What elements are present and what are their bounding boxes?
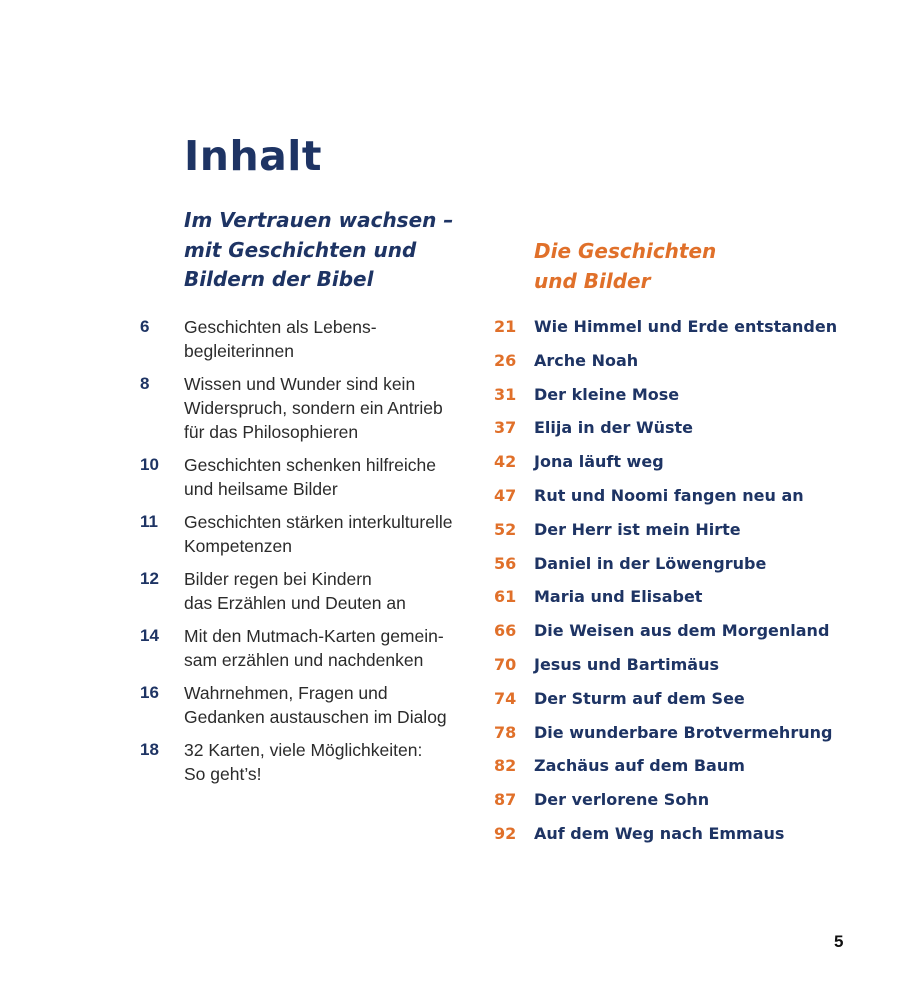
story-title: Auf dem Weg nach Emmaus xyxy=(534,823,785,843)
toc-page-number: 10 xyxy=(140,455,159,474)
toc-entry[interactable] xyxy=(140,681,480,729)
story-entry[interactable] xyxy=(490,788,870,822)
toc-entry-line: So geht’s! xyxy=(184,764,262,784)
story-entry[interactable] xyxy=(490,822,870,856)
story-title: Wie Himmel und Erde entstanden xyxy=(534,317,838,336)
story-title: Die Weisen aus dem Morgenland xyxy=(534,621,830,641)
story-entry[interactable] xyxy=(490,754,870,788)
story-page-number: 66 xyxy=(494,621,517,641)
toc-entry[interactable] xyxy=(140,624,480,672)
toc-entry-line: Kompetenzen xyxy=(184,536,292,556)
right-heading-line: und Bilder xyxy=(534,268,651,293)
story-page-number: 56 xyxy=(494,553,517,573)
story-page-number: 42 xyxy=(494,452,517,472)
toc-entry[interactable] xyxy=(140,453,480,501)
story-title: Maria und Elisabet xyxy=(534,587,703,607)
toc-entry-text xyxy=(184,681,480,729)
story-page-number: 61 xyxy=(494,587,517,607)
page-number: 5 xyxy=(834,932,844,951)
story-entry[interactable] xyxy=(490,585,870,619)
toc-entry-line: Geschichten als Lebens- xyxy=(184,317,377,337)
toc-entry-text xyxy=(184,624,480,672)
toc-entry-line: sam erzählen und nachdenken xyxy=(184,650,424,670)
story-title: Jesus und Bartimäus xyxy=(534,654,720,674)
story-entry[interactable] xyxy=(490,383,870,417)
toc-entry-line: und heilsame Bilder xyxy=(184,479,338,499)
toc-entry-line: Wissen und Wunder sind kein xyxy=(184,374,416,394)
left-heading-line: Bildern der Bibel xyxy=(184,267,374,291)
story-entry[interactable] xyxy=(490,484,870,518)
story-title: Arche Noah xyxy=(534,350,639,370)
toc-entry-line: 32 Karten, viele Möglichkeiten: xyxy=(184,740,423,760)
story-page-number: 87 xyxy=(494,790,517,810)
story-page-number: 26 xyxy=(494,350,517,370)
story-title: Der verlorene Sohn xyxy=(534,790,710,810)
left-heading-line: Im Vertrauen wachsen – xyxy=(184,208,454,232)
toc-page-number: 11 xyxy=(140,512,158,531)
toc-entry[interactable] xyxy=(140,315,480,363)
toc-entry-line: Bilder regen bei Kindern xyxy=(184,569,372,589)
story-entry[interactable] xyxy=(490,518,870,552)
toc-page-number: 8 xyxy=(140,374,150,393)
story-entry[interactable] xyxy=(490,687,870,721)
story-title: Zachäus auf dem Baum xyxy=(534,756,745,776)
toc-entry-line: Geschichten stärken interkulturelle xyxy=(184,512,453,532)
story-entry[interactable] xyxy=(490,552,870,586)
story-title: Die wunderbare Brotvermehrung xyxy=(534,722,833,742)
toc-entry[interactable] xyxy=(140,738,480,786)
toc-entry-line: Geschichten schenken hilfreiche xyxy=(184,455,436,475)
toc-entry[interactable] xyxy=(140,510,480,558)
story-page-number: 52 xyxy=(494,519,517,539)
right-heading-line: Die Geschichten xyxy=(534,239,717,263)
story-page-number: 47 xyxy=(494,485,517,505)
toc-page-number: 14 xyxy=(140,626,159,645)
story-title: Jona läuft weg xyxy=(534,452,664,472)
toc-entry-text xyxy=(184,738,480,786)
story-title: Der Sturm auf dem See xyxy=(534,688,745,708)
story-page-number: 31 xyxy=(494,384,517,404)
story-page-number: 78 xyxy=(494,722,517,742)
story-page-number: 82 xyxy=(494,756,517,776)
story-entry[interactable] xyxy=(490,450,870,484)
story-entry[interactable] xyxy=(490,721,870,755)
story-page-number: 21 xyxy=(494,317,517,336)
toc-page-number: 18 xyxy=(140,740,159,759)
left-toc-list xyxy=(140,315,480,795)
toc-entry-line: Gedanken austauschen im Dialog xyxy=(184,707,447,727)
story-page-number: 70 xyxy=(494,654,517,674)
toc-entry-text xyxy=(184,453,480,501)
story-entry[interactable] xyxy=(490,653,870,687)
toc-entry-line: Widerspruch, sondern ein Antrieb xyxy=(184,398,443,418)
toc-entry-text xyxy=(184,567,480,615)
toc-entry-line: Mit den Mutmach-Karten gemein- xyxy=(184,626,444,646)
page-title: Inhalt xyxy=(184,132,322,180)
toc-page-number: 16 xyxy=(140,683,159,702)
story-page-number: 92 xyxy=(494,823,517,843)
story-entry[interactable] xyxy=(490,315,870,349)
story-title: Der kleine Mose xyxy=(534,384,680,404)
story-page-number: 74 xyxy=(494,688,517,708)
story-entry[interactable] xyxy=(490,349,870,383)
left-section-heading xyxy=(184,206,453,295)
toc-entry[interactable] xyxy=(140,372,480,444)
right-section-heading xyxy=(534,237,716,296)
toc-page-number: 6 xyxy=(140,317,150,336)
story-title: Rut und Noomi fangen neu an xyxy=(534,485,804,505)
toc-page-number: 12 xyxy=(140,569,159,588)
toc-entry-line: für das Philosophieren xyxy=(184,422,359,442)
toc-entry-text xyxy=(184,315,480,363)
toc-entry[interactable] xyxy=(140,567,480,615)
toc-entry-line: das Erzählen und Deuten an xyxy=(184,593,406,613)
toc-entry-line: Wahrnehmen, Fragen und xyxy=(184,683,388,703)
story-title: Daniel in der Löwengrube xyxy=(534,553,767,573)
toc-entry-text xyxy=(184,510,480,558)
right-toc-list xyxy=(490,315,870,856)
left-heading-line: mit Geschichten und xyxy=(184,237,417,262)
toc-entry-line: begleiterinnen xyxy=(184,341,294,361)
story-title: Der Herr ist mein Hirte xyxy=(534,519,741,539)
story-page-number: 37 xyxy=(494,418,517,438)
story-title: Elija in der Wüste xyxy=(534,418,694,438)
toc-entry-text xyxy=(184,372,480,444)
story-entry[interactable] xyxy=(490,619,870,653)
story-entry[interactable] xyxy=(490,416,870,450)
